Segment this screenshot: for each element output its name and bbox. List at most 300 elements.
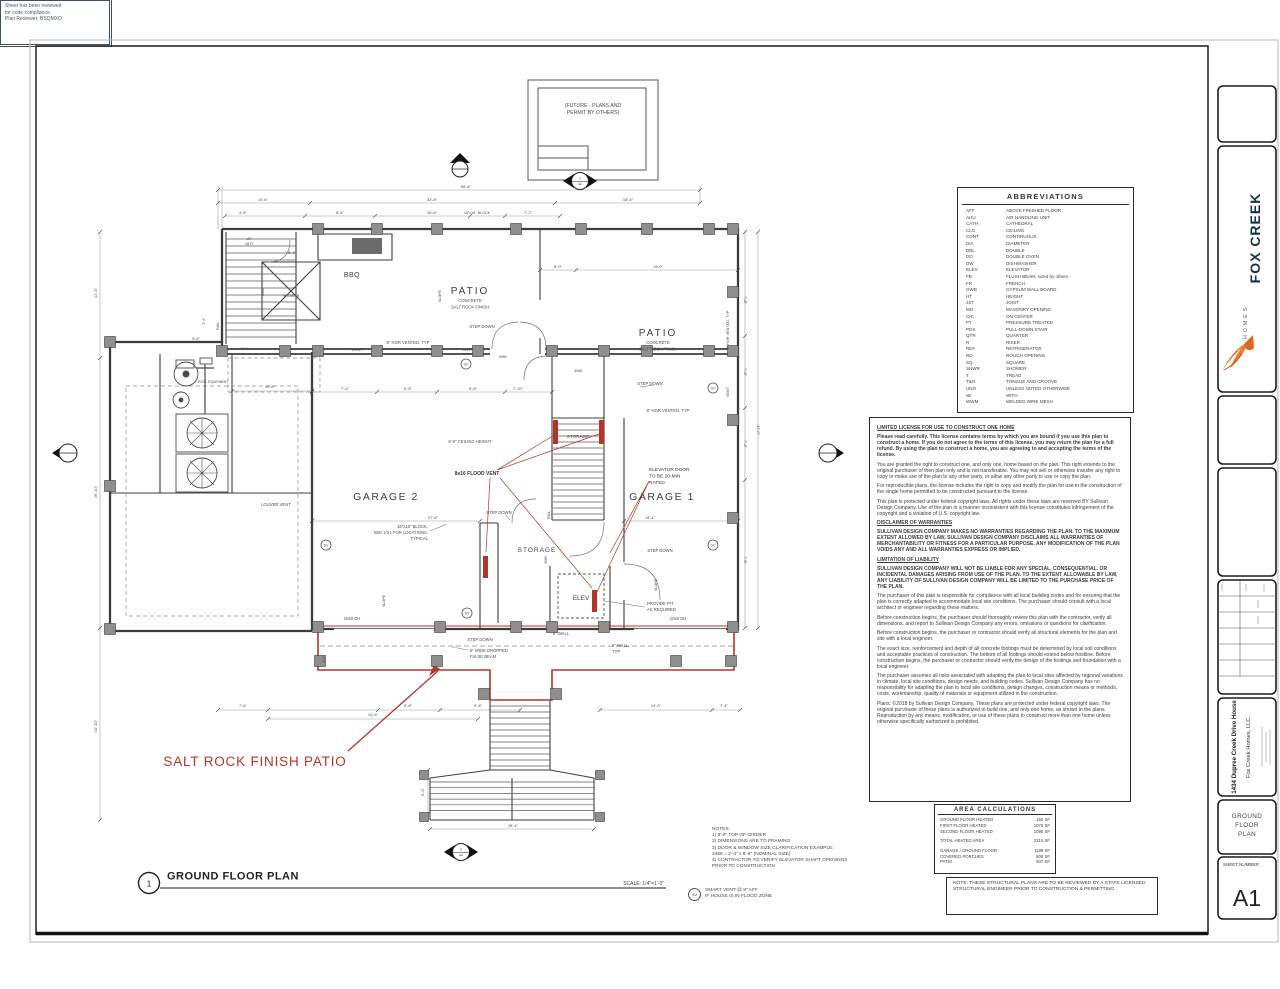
smart-vent-symbol-text: SV — [464, 611, 470, 616]
plan-label: 2'-4" — [202, 317, 206, 325]
plan-label: TYP — [612, 649, 621, 654]
smart-vent-line2: IF HOUSE IS IN FLOOD ZONE — [705, 894, 773, 899]
notes-title: NOTES: — [712, 827, 730, 832]
license-paragraph: The exact size, reinforcement and depth of all concrete footings must be determined by local soil conditions and acceptable practices of construction. The bottom of all footings should extend below frostline. Before construction begins, the purchaser or contractor should verify the design of the footings and foundation with a local engineer. — [877, 645, 1121, 670]
project-client: Fox Creek Homes, LLC. — [1246, 715, 1252, 779]
plan-label: 14'-6" — [367, 712, 379, 717]
abbreviation-key: REF — [966, 346, 976, 352]
plan-label: 9'-8" — [474, 703, 482, 708]
license-paragraph: Before construction begins, the purchaser or contractor should verify all structural elements for the plan and site with a local engineer. — [877, 630, 1117, 642]
plan-label: RAIL — [241, 347, 249, 351]
plan-number: 1 — [146, 878, 152, 889]
plan-label: 7'-4" — [341, 386, 349, 391]
block-post — [599, 622, 610, 633]
abbreviation-value: PRESSURE TREATED — [1006, 320, 1054, 326]
note-line: 1) 9'-0" TOP OF GIRDER — [712, 833, 767, 839]
plan-label: 6'-0" — [420, 788, 425, 796]
license-paragraph: The purchaser of this plan is responsible for compliance with all local building codes and for ensuring that the plan is correctly adapted to accommodate local site conditions. The purchaser should consult with a local architect or engineer regarding these matters. — [877, 593, 1121, 611]
block-post — [596, 771, 605, 780]
abbreviation-row — [966, 386, 1125, 393]
abbreviation-value: FRENCH — [1006, 280, 1025, 286]
plan-label: 8" HOR VENTED, TYP — [646, 408, 690, 413]
plan-label: 8'-6" — [336, 210, 344, 215]
plan-label: RAIL — [216, 322, 220, 330]
abbreviation-row — [966, 267, 1125, 274]
area-label: TOTAL HEATED AREA — [940, 838, 985, 844]
plan-label: 8" WALL — [552, 631, 570, 636]
abbreviation-row — [966, 327, 1125, 334]
smart-vent-symbols — [321, 359, 718, 618]
plan-label: 10'-6" — [264, 384, 276, 389]
salt-rock-arrow — [348, 671, 438, 751]
plan-label: UP — [246, 237, 252, 241]
dimension-ticks — [98, 188, 760, 831]
abbreviation-key: JST — [966, 300, 975, 306]
flood-vent-mark — [599, 420, 604, 444]
plan-label: 7'-2" — [524, 210, 532, 215]
plan-label: ELEV — [572, 595, 590, 602]
plan-label: 18'-4" — [622, 197, 634, 202]
area-calculations-title: AREA CALCULATIONS — [938, 807, 1052, 815]
plan-label: ELEVATOR DOOR — [649, 468, 690, 473]
plan-label: POOL EQUIPMENT — [197, 380, 229, 384]
plan-label: 3068 — [574, 369, 582, 373]
abbreviation-row — [966, 340, 1125, 347]
abbreviation-key: T&G — [966, 379, 976, 385]
abbreviation-key: CLG — [966, 227, 976, 233]
block-post — [576, 224, 587, 235]
abbreviations-title: ABBREVIATIONS — [962, 190, 1129, 205]
abbreviation-value: DISHWASHER — [1006, 260, 1037, 266]
license-paragraph: For reproducible plans, the license includes the right to copy and modify the plan for use in the construction of the single home permitted to be constructed pursuant to the license — [877, 483, 1122, 495]
abbreviation-row — [966, 281, 1125, 288]
plan-label: 29'-10" — [93, 485, 98, 499]
sheet-name-line3: PLAN — [1237, 831, 1257, 838]
abbreviation-key: T — [966, 372, 969, 378]
abbreviation-key: MO — [966, 306, 974, 312]
block-post — [372, 346, 383, 357]
abbreviation-row — [966, 379, 1125, 386]
block-post — [313, 346, 324, 357]
abbreviation-value: FLUSH BEAM, sized by others — [1006, 273, 1069, 279]
block-post — [432, 346, 443, 357]
plan-label: TYPICAL — [410, 536, 428, 541]
plan-label: 7'-6" — [743, 556, 748, 564]
abbreviation-row — [966, 274, 1125, 281]
block-post — [551, 689, 562, 700]
plan-label: 10x8 OH — [669, 616, 687, 621]
plan-label: SHOWER — [282, 294, 300, 298]
abbreviation-row — [966, 215, 1125, 222]
abbreviation-row — [966, 307, 1125, 314]
abbreviation-row — [966, 399, 1125, 406]
block-post — [105, 337, 116, 348]
block-post — [728, 224, 739, 235]
plan-label: 8" HOR VENTED, TYP — [726, 310, 730, 350]
abbreviation-row — [966, 346, 1125, 353]
plan-label: 7'-8" — [743, 296, 748, 304]
block-post — [726, 656, 737, 667]
abbreviation-row — [966, 393, 1125, 400]
plan-label: RAIL — [261, 288, 265, 296]
plan-label: FALSE BEAM — [470, 654, 497, 659]
abbreviation-key: DW — [966, 260, 974, 266]
abbreviation-value: SHOWER — [1006, 366, 1027, 372]
abbreviation-key: R — [966, 339, 970, 345]
plan-label: 16 R — [244, 242, 254, 246]
block-post — [420, 771, 429, 780]
stamp-line2: for code compliance. — [5, 9, 52, 16]
area-value: 1070 SF — [1033, 822, 1050, 828]
smart-vent-icon: SV — [688, 888, 701, 901]
license-paragraph: Please read carefully. This license contains terms by which you are bound if you use this plan to construct a home. If you do not agree to the terms of this license, you may return the plan for a full refund. By using the plan to construct a home, you are agreeing to and accepting the terms of the license. — [877, 434, 1114, 458]
plan-label: 8x16 FLOOD VENT — [454, 471, 500, 477]
block-post — [728, 287, 739, 298]
abbreviation-key: SQ — [966, 359, 973, 365]
abbreviation-key: RO — [966, 353, 973, 359]
plan-label: 5'-6" — [192, 337, 200, 341]
plan-label: PROVIDE PIT — [647, 601, 674, 606]
plan-label: 9'-0" CEILING HEIGHT — [448, 439, 492, 444]
block-post — [105, 481, 116, 492]
brand-name: FOX CREEK — [1247, 192, 1263, 284]
dimension-lines — [100, 186, 758, 829]
plan-label: 3080 — [544, 556, 548, 564]
abbreviation-row — [966, 320, 1125, 327]
note-line: 2) DIMENSIONS ARE TO FRAMING — [712, 839, 791, 845]
abbreviation-value: DOUBLE — [1006, 247, 1025, 253]
smart-vent-symbol-text: SV — [710, 543, 716, 548]
license-paragraph: SULLIVAN DESIGN COMPANY MAKES NO WARRANTIES REGARDING THE PLAN. TO THE MAXIMUM EXTENT ALLOWED BY LAW, SULLIVAN DESIGN COMPANY DISCLAIMS ALL WARRANTIES OF MERCHANTABILITY OR FITNESS FOR A PARTICULAR PURPOSE. ANY MODIFICATION OF THE PLAN VOIDS ANY AND ALL WARRANTIES EXPRESS OR IMPLIED. — [877, 529, 1120, 553]
plan-label: GARAGE 2 — [353, 491, 419, 503]
area-value: 1095 SF — [1033, 828, 1050, 834]
area-value: 806 SF — [1036, 853, 1050, 859]
block-post — [642, 224, 653, 235]
plan-label: 14'-0" — [650, 703, 662, 708]
note-line: 2468 = 2'-4" x 6'-8" (NOMINAL SIZE) — [712, 851, 791, 857]
area-label: COVERED PORCHES — [940, 853, 984, 859]
abbreviation-value: TREAD — [1006, 372, 1022, 378]
abbreviation-value: WELDED WIRE MESH — [1006, 399, 1053, 405]
block-post — [473, 346, 484, 357]
abbreviation-value: CATHEDRAL — [1006, 221, 1034, 227]
project-address: 1434 Dupree Creek Drive House — [1231, 700, 1238, 794]
plan-title: GROUND FLOOR PLAN — [167, 870, 299, 883]
abbreviation-row — [966, 254, 1125, 261]
block-post — [728, 415, 739, 426]
plan-label: 7'-4" — [720, 703, 728, 708]
abbreviation-row — [966, 228, 1125, 235]
abbreviation-row — [966, 314, 1125, 321]
plan-label: 1 — [579, 176, 581, 181]
sheet-number: A1 — [1232, 885, 1262, 911]
license-paragraph: LIMITATION OF LIABILITY — [877, 556, 940, 563]
abbreviation-value: UNLESS NOTED OTHERWISE — [1006, 386, 1071, 392]
plan-label: RAIL — [547, 511, 551, 519]
block-post — [435, 622, 446, 633]
plan-label: STORAGE — [517, 547, 557, 554]
abbreviation-value: MASONRY OPENING — [1006, 306, 1052, 312]
abbreviation-key: ELEV — [966, 267, 978, 273]
sheet-name-line1: GROUND — [1231, 813, 1263, 820]
plan-label: PERMIT BY OTHERS) — [566, 110, 620, 116]
license-paragraph: DISCLAIMER OF WARRANTIES — [877, 520, 953, 526]
block-post — [728, 513, 739, 524]
plan-label: PATIO — [638, 328, 678, 339]
abbreviation-value: CONTINUOUS — [1006, 234, 1037, 240]
plan-label: 16"x16" BLOCK, — [397, 524, 428, 529]
plan-label: VENT — [461, 347, 473, 352]
plan-label: STEP DOWN — [637, 381, 663, 386]
abbreviation-row — [966, 353, 1125, 360]
plan-label: PATIO — [450, 286, 490, 297]
abbreviation-value: JOIST — [1006, 300, 1019, 306]
abbreviation-value: DIAMETER — [1006, 240, 1030, 246]
block-post — [511, 224, 522, 235]
plan-label: 7'-4" — [743, 440, 748, 448]
stamp-line1: Sheet has been reviewed — [5, 3, 62, 9]
abbreviation-row — [966, 241, 1125, 248]
abbreviation-value: WITH — [1006, 392, 1018, 398]
plan-label: RATED — [649, 481, 665, 486]
abbreviation-value: AIR HANDLING UNIT — [1006, 214, 1051, 220]
block-post — [432, 656, 443, 667]
abbreviation-key: PT — [966, 320, 972, 326]
license-paragraph: The purchaser assumes all risks associated with adapting the plan to local sites affected by regional variations in climate, local site conditions, design needs, and building codes. Sullivan Design Company has no responsibility for adapting the plan to local site conditions, design changes, construction means or methods, costs, workmanship, quality of materials or equipment utilized in the construction. — [877, 673, 1123, 697]
block-post — [217, 346, 228, 357]
license-paragraph: SULLIVAN DESIGN COMPANY WILL NOT BE LIABLE FOR ANY SPECIAL, CONSEQUENTIAL, OR INCIDENTAL DAMAGES ARISING FROM USE OF THE PLAN. TO THE EXTENT ALLOWABLE BY LAW, ANY LIABILITY OF SULLIVAN DESIGN COMPANY WILL BE LIMITED TO THE PURCHASE PRICE OF THE PLAN. — [877, 565, 1118, 590]
flood-vent-mark — [483, 556, 488, 578]
plan-label: 10'-6" — [257, 197, 269, 202]
abbreviation-row — [966, 300, 1125, 307]
area-calculations-panel — [934, 804, 1056, 874]
plan-label: STEP DOWN — [486, 510, 512, 515]
plan-label: 6'-8" — [404, 386, 412, 391]
plan-label: 8'-0" — [554, 264, 562, 269]
plan-label: (FUTURE - PLANS AND — [564, 103, 622, 109]
plan-label: STORAGE — [566, 434, 590, 439]
sheet-title-row — [139, 871, 667, 894]
notes-block — [712, 827, 932, 870]
area-row — [940, 859, 1050, 865]
plan-label: 10'-10" — [93, 719, 98, 733]
smart-vent-symbol-text: SV — [323, 543, 329, 548]
plan-label: 7'-10" — [512, 386, 524, 391]
plan-label: GARAGE 1 — [629, 491, 695, 503]
plan-label: 9'-8" — [404, 703, 412, 708]
block-post — [547, 346, 558, 357]
abbreviation-value: QUARTER — [1006, 333, 1029, 339]
block-post — [671, 656, 682, 667]
plan-label: 33'-8" — [426, 197, 438, 202]
abbreviation-row — [966, 208, 1125, 215]
abbreviation-key: UNO — [966, 386, 977, 392]
abbreviation-value: GYPSUM WALL BOARD — [1006, 287, 1057, 293]
abbreviation-value: HEIGHT — [1006, 293, 1024, 299]
plan-label: 18'-4" — [507, 823, 519, 828]
plan-label: 2'-0" — [322, 655, 326, 663]
plan-label: SALT ROCK FINISH PATIO — [163, 754, 347, 769]
plan-label: 5080 — [499, 355, 507, 359]
plan-label: TO BE 20-MIN — [649, 474, 681, 480]
abbreviation-row — [966, 366, 1125, 373]
plan-label: SLOPE — [382, 595, 386, 607]
note-line: PRIOR TO CONSTRUCTION — [712, 864, 775, 870]
plan-label: AS REQUIRED — [647, 607, 676, 612]
plan-label: 15'-0" — [652, 264, 664, 269]
plan-label: 5'-4" — [288, 251, 296, 255]
block-post — [599, 346, 610, 357]
plan-label: VENT — [351, 347, 363, 352]
abbreviation-row — [966, 234, 1125, 241]
plan-label: BBQ — [343, 272, 361, 279]
flood-vent-mark — [553, 420, 558, 444]
plan-label: SLOPE — [438, 290, 442, 302]
plan-label: SALT ROCK FINISH — [450, 304, 490, 310]
plan-label: SEE 1/S1 FOR LOCATIONS, — [373, 530, 428, 535]
exterior-walls — [110, 229, 738, 631]
block-post — [432, 224, 443, 235]
abbreviation-key: FR — [966, 280, 973, 286]
plan-label: 10x8 OH — [343, 616, 361, 621]
plan-label: 15'-4" — [644, 515, 656, 520]
license-paragraph: Plans: ©2018 by Sullivan Design Company. These plans are protected under federal copyright laws. The original purchaser of these plans is authorized to build one, and only one home, as shown in the plans. Reproduction by any means, modification, or use of these plans to construct more than one home unless otherwise specifically authorized is prohibited. — [877, 700, 1111, 725]
area-label: PATIO — [940, 859, 953, 865]
area-label: GROUND FLOOR HEATED — [940, 817, 994, 822]
block-post — [372, 224, 383, 235]
plan-label: 27'-6" — [427, 515, 439, 520]
block-post — [596, 813, 605, 822]
abbreviation-row — [966, 248, 1125, 255]
brand-sub: HOMES — [1243, 304, 1249, 340]
license-paragraph: You are granted the right to construct one, and only one, home based on the plan. This right extends to the original purchaser of then plan only and is not transferable. You may not sell or otherwise transfer any right to copy or make use of the plan to any other party, or allow any other party to use or copy the plan. — [877, 461, 1121, 480]
block-post — [479, 689, 490, 700]
block-post — [704, 346, 715, 357]
abbreviation-key: HT — [966, 293, 973, 299]
smart-vent-symbol-text: SV — [463, 362, 469, 367]
area-calculations-list — [940, 817, 1050, 865]
plan-label: CONCRETE — [646, 340, 670, 345]
sheet-name-line2: FLOOR — [1235, 822, 1259, 829]
structural-note-text: NOTE: THESE STRUCTURAL PLANS ARE TO BE REVIEWED BY A STATE LICENSED STRUCTURAL ENGINEER PRIOR TO CONSTRUCTION & PERMITTING — [953, 881, 1146, 893]
future-structure-box — [528, 80, 658, 180]
abbreviation-value: TONGUE AND GROOVE — [1006, 379, 1058, 385]
license-paragraph: LIMITED LICENSE FOR USE TO CONSTRUCT ONE HOME — [877, 425, 1015, 431]
block-post — [728, 622, 739, 633]
smart-vent-line1: SMART VENT @ 8" AFF — [705, 888, 758, 893]
plan-label: 16'-6" — [426, 210, 438, 215]
license-paragraph: This plan is protected under federal copyright laws. All rights under these laws are reserved BY Sullivan Design Company. Use of the plan in a manner inconsistent with this license constitutes infringement of the copyright and a violation of U.S. copyright law. — [877, 498, 1114, 517]
area-row — [940, 829, 1050, 835]
plan-label: A2 — [578, 182, 582, 186]
plan-label: 12'-4" — [93, 287, 98, 299]
plan-label: SALT ROCK FINISH — [638, 346, 678, 352]
sheet-number-label: SHEET NUMBER: — [1223, 862, 1260, 867]
abbreviation-key: CATH — [966, 221, 979, 227]
abbreviation-key: O/C — [966, 313, 975, 319]
plan-scale: SCALE: 1/4"=1'-0" — [623, 881, 664, 887]
abbreviation-value: SQUARE — [1006, 359, 1026, 365]
smart-vent-note — [688, 888, 772, 901]
block-post — [704, 224, 715, 235]
abbreviation-key: CONT — [966, 234, 979, 240]
block-post — [511, 622, 522, 633]
area-label: SECOND FLOOR HEATED — [940, 828, 993, 834]
area-value: 507 SF — [1036, 859, 1050, 865]
abbreviations-list — [966, 208, 1125, 406]
plan-label: STEP DOWN — [469, 324, 495, 329]
plan-label: STEP DOWN — [467, 637, 493, 642]
abbreviation-key: DBL — [966, 247, 975, 253]
plan-label: 7'-6" — [743, 368, 748, 376]
abbreviation-row — [966, 261, 1125, 268]
abbreviation-key: PDS — [966, 326, 976, 332]
abbreviation-key: AHU — [966, 214, 976, 220]
stamp-line3: Plan Reviewer: BSQMXO — [5, 16, 62, 23]
abbreviation-row — [966, 360, 1125, 367]
abbreviation-key: DO — [966, 254, 973, 260]
pool-equipment — [173, 358, 228, 492]
license-panel — [869, 417, 1131, 802]
abbreviation-key: W/ — [966, 392, 972, 398]
abbreviation-value: ABOVE FINISHED FLOOR — [1006, 208, 1062, 213]
plan-label: 16"x16" BLOCK — [463, 211, 491, 215]
plan-label: VENT — [726, 386, 730, 398]
abbreviation-key: WWM — [966, 399, 979, 405]
plan-label: 8" WALL, — [612, 643, 630, 648]
license-paragraph: Before construction begins, the purchaser should thoroughly review this plan with the contractor, verify all dimensions, and report to Sullivan Design Company any errors, omissions or questions for clarification. — [877, 614, 1112, 627]
abbreviation-row — [966, 287, 1125, 294]
area-row — [940, 838, 1050, 844]
plan-label: 7'-6" — [239, 703, 247, 708]
abbreviation-value: ON CENTER — [1006, 313, 1033, 319]
abbreviation-value: PULL-DOWN STAIR — [1006, 326, 1048, 332]
abbreviations-panel — [957, 187, 1134, 413]
plan-label: 8" HOR VENTED, TYP — [386, 340, 430, 345]
plan-label: STEP DOWN — [647, 548, 673, 553]
area-value: 2315 SF — [1033, 838, 1050, 844]
abbreviation-key: QTR — [966, 333, 976, 339]
abbreviation-value: ELEVATOR — [1006, 267, 1030, 273]
abbreviation-key: FB — [966, 273, 972, 279]
plan-label: 47'-0" — [756, 424, 761, 436]
structural-note — [946, 877, 1158, 915]
abbreviation-value: RISER — [1006, 339, 1020, 345]
abbreviation-row — [966, 373, 1125, 380]
area-value: 1189 SF — [1034, 847, 1050, 853]
block-post — [313, 622, 324, 633]
note-line: 3) DOOR & WINDOW SIZE CLARIFICATION EXAMPLE: — [712, 845, 834, 851]
plan-label: CONCRETE — [458, 298, 482, 303]
block-post — [313, 224, 324, 235]
block-post — [105, 624, 116, 635]
abbreviation-key: DIA — [966, 240, 974, 246]
plan-label: LOUVER VENT — [261, 502, 291, 507]
note-line: 4) CONTRACTOR TO VERIFY ELEVATOR SHAFT OPENINGS — [712, 858, 848, 864]
abbreviation-key: SHWR — [966, 366, 980, 372]
smart-vent-symbol-text: SV — [710, 386, 716, 391]
plan-label: 1 — [460, 847, 462, 852]
plan-label: 6'-8" — [469, 386, 477, 391]
abbreviation-value: DOUBLE OVEN — [1006, 254, 1039, 260]
abbreviation-key: AFF — [966, 208, 975, 213]
abbreviation-value: REFRIGERATOR — [1006, 346, 1042, 352]
title-block — [1218, 86, 1276, 919]
block-post — [420, 813, 429, 822]
abbreviation-row — [966, 333, 1125, 340]
block-posts — [105, 224, 739, 822]
area-label: FIRST FLOOR HEATED — [940, 822, 987, 828]
